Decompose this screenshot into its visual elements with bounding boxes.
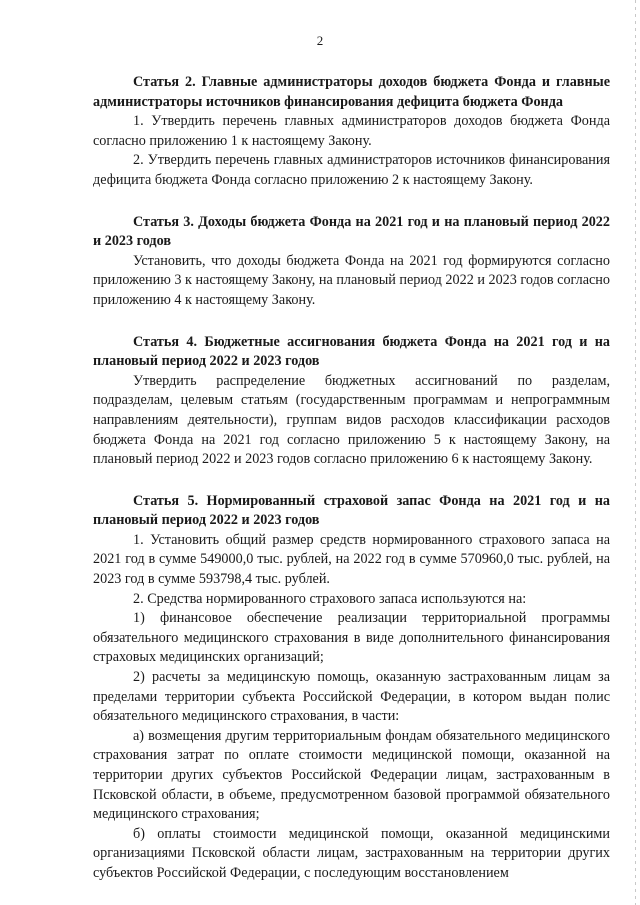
page-edge — [635, 0, 636, 905]
article-5-paragraph: 2. Средства нормированного страхового запаса используются на: — [133, 590, 527, 607]
section-gap — [93, 470, 610, 492]
article-3-paragraph: Установить, что доходы бюджета Фонда на 2021 год формируются согласно приложению 3 к настоящему Закону, на плановый период 2022 и 2023 годов согласно приложению 4 к настоящему Закону. — [93, 252, 610, 308]
article-5-paragraph: 1) финансовое обеспечение реализации территориальной программы обязательного медицинского страхования в виде дополнительного финансирования страховых медицинских организаций; — [93, 610, 610, 666]
article-5-paragraph: 2) расчеты за медицинскую помощь, оказанную застрахованным лицам за пределами территории субъекта Российской Федерации, в котором выдан полис обязательного медицинского страхования, в части: — [93, 669, 610, 725]
article-5-paragraph: 1. Установить общий размер средств нормированного страхового запаса на 2021 год в сумме 549000,0 тыс. рублей, на 2022 год в сумме 570960,0 тыс. рублей, на 2023 год в сумме 593798,4 тыс. рублей. — [93, 531, 610, 588]
section-gap — [93, 311, 610, 333]
section-gap — [93, 191, 610, 213]
article-5-paragraph: б) оплаты стоимости медицинской помощи, оказанной медицинскими организациями Псковской области лицам, застрахованным на территории других субъектов Российской Федерации, с последующим восстановлением — [93, 825, 610, 881]
article-5-paragraph: а) возмещения другим территориальным фондам обязательного медицинского страхования затрат по оплате стоимости медицинской помощи, оказанной на территории других субъектов Российской Федерации лицам, застрахованным в Псковской области, в объеме, предусмотренном базовой программой обязательного медицинского страхования; — [93, 727, 610, 823]
article-4-paragraph: Утвердить распределение бюджетных ассигнований по разделам, подразделам, целевым статьям (государственным программам и непрограммным направлениям деятельности), группам видов расходов классификации расходов бюджета Фонда на 2021 год согласно приложению 5 к настоящему Закону, на плановый период 2022 и 2023 годов согласно приложению 6 к настоящему Закону. — [93, 372, 610, 468]
article-3-title: Статья 3. Доходы бюджета Фонда на 2021 год и на плановый период 2022 и 2023 годов — [93, 213, 610, 250]
article-4-title: Статья 4. Бюджетные ассигнования бюджета Фонда на 2021 год и на плановый период 2022 и 2023 годов — [93, 333, 610, 370]
article-2-paragraph: 1. Утвердить перечень главных администраторов доходов бюджета Фонда согласно приложению 1 к настоящему Закону. — [93, 113, 610, 149]
article-2-title: Статья 2. Главные администраторы доходов бюджета Фонда и главные администраторы источников финансирования дефицита бюджета Фонда — [93, 74, 610, 110]
page-number: 2 — [316, 33, 324, 48]
document-body — [93, 73, 610, 884]
article-2-paragraph: 2. Утвердить перечень главных администраторов источников финансирования дефицита бюджета Фонда согласно приложению 2 к настоящему Закону. — [93, 152, 610, 188]
article-5-title: Статья 5. Нормированный страховой запас Фонда на 2021 год и на плановый период 2022 и 2023 годов — [93, 492, 610, 529]
